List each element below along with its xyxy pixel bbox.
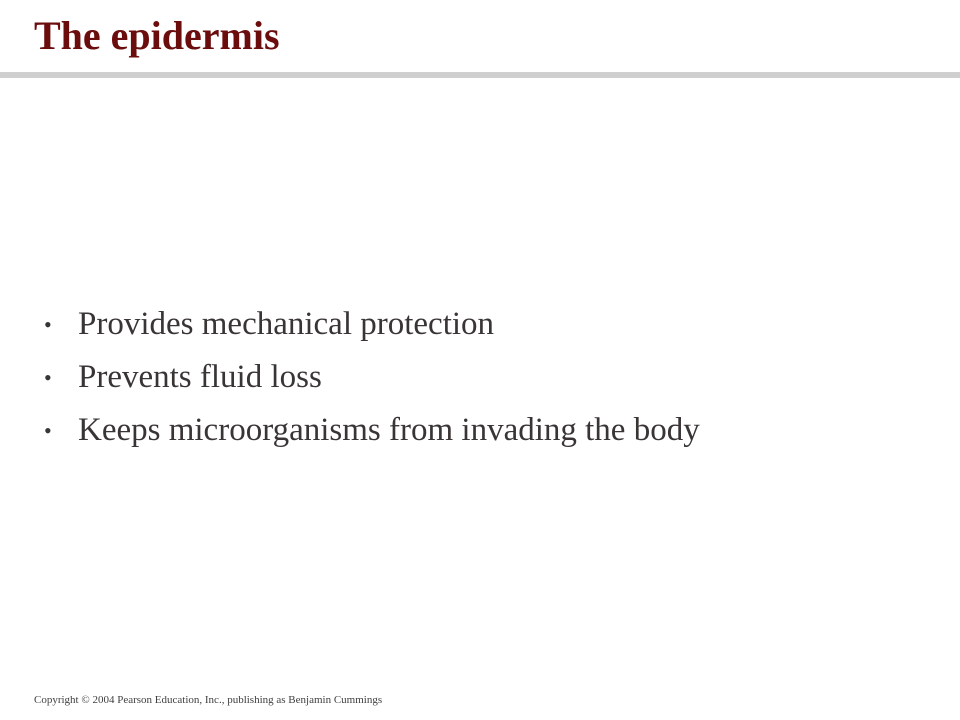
bullet-icon: •	[44, 312, 52, 337]
bullet-text: Prevents fluid loss	[78, 359, 322, 395]
bullet-item	[44, 404, 700, 457]
slide-title: The epidermis	[34, 13, 280, 58]
bullet-text: Provides mechanical protection	[78, 306, 495, 342]
bullet-item	[44, 351, 700, 404]
title-divider	[0, 72, 960, 78]
bullet-icon: •	[44, 418, 52, 443]
bullet-text: Keeps microorganisms from invading the body	[78, 412, 700, 448]
copyright-notice: Copyright © 2004 Pearson Education, Inc., publishing as Benjamin Cummings	[34, 694, 383, 706]
bullet-item	[44, 298, 700, 351]
bullet-list	[44, 298, 700, 457]
bullet-icon: •	[44, 365, 52, 390]
